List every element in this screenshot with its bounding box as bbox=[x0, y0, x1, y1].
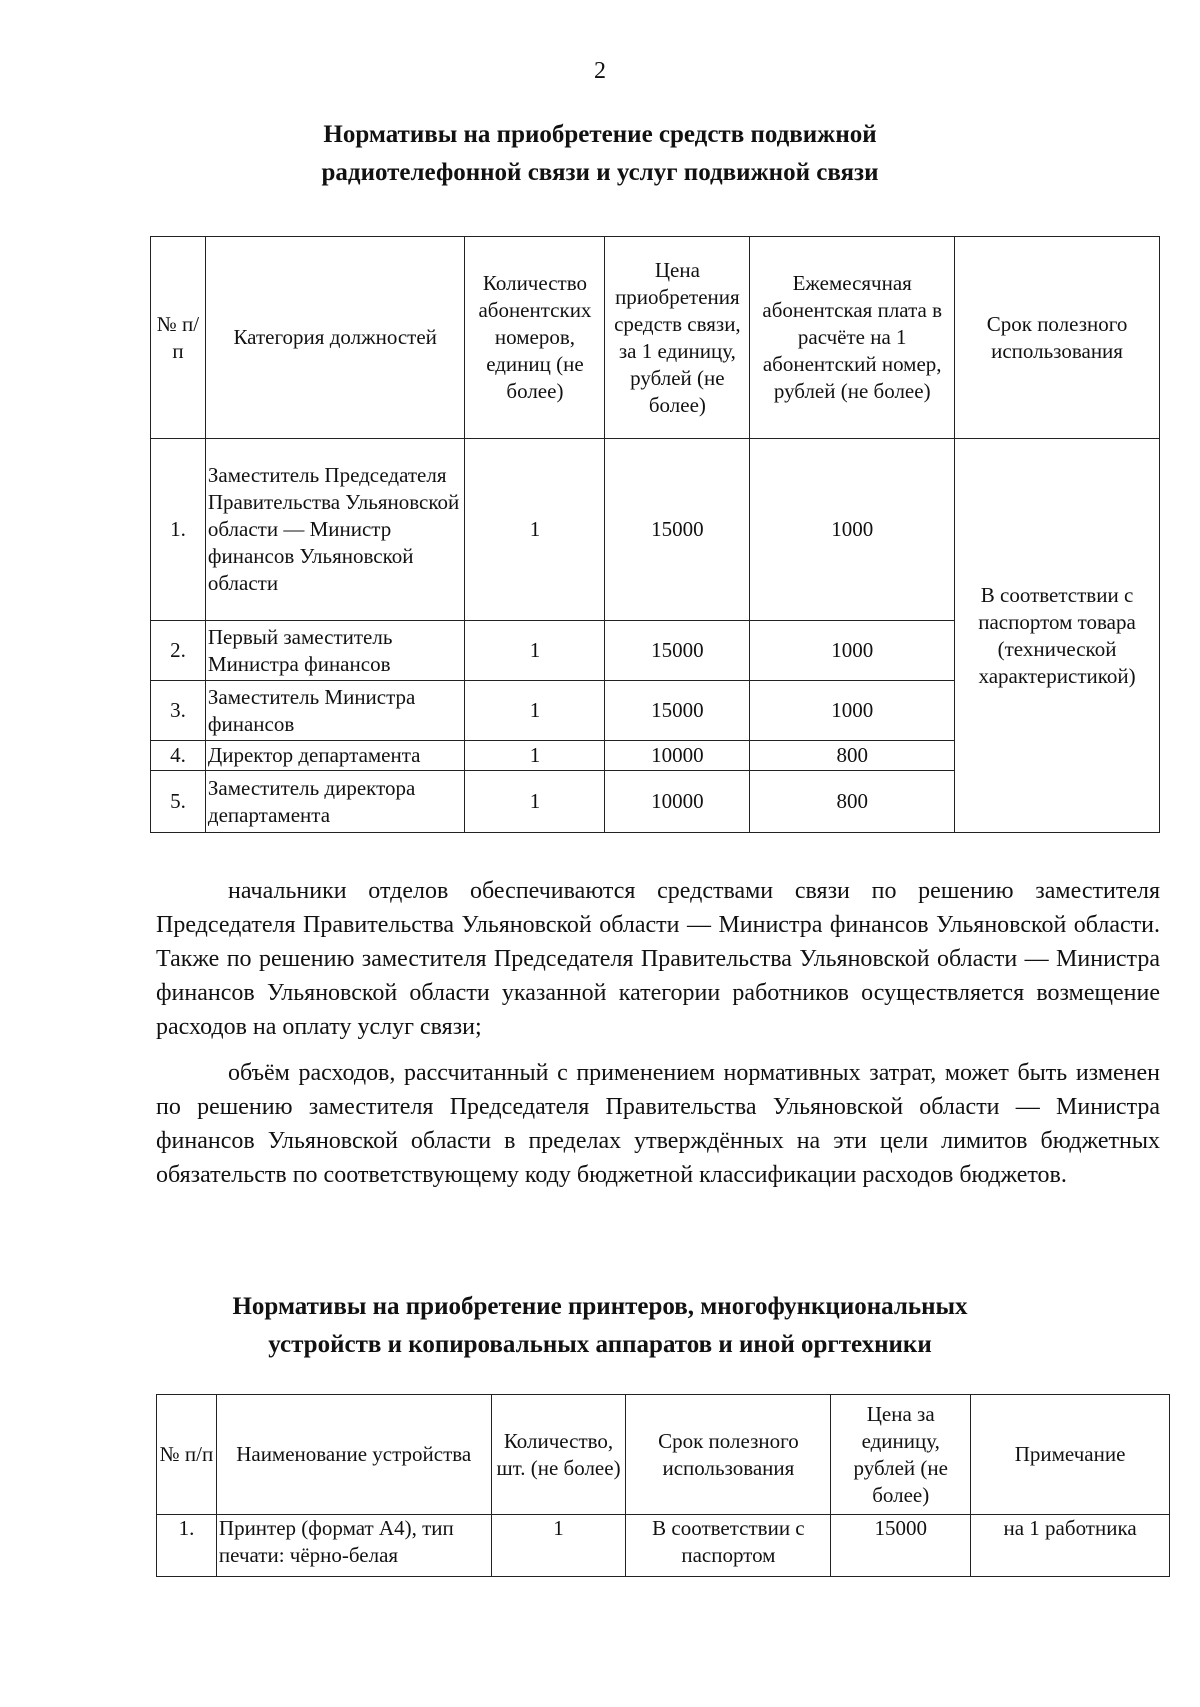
table-header-row bbox=[157, 1395, 1170, 1515]
cell-price: 15000 bbox=[605, 621, 750, 681]
cell-category: Директор департамента bbox=[205, 741, 465, 771]
cell-num: 5. bbox=[151, 771, 206, 833]
paragraph: начальники отделов обеспечиваются средствами связи по решению заместителя Председателя Правительства Ульяновской области — Министра финансов Ульяновской области. Также по решению заместителя Председателя Правительства Ульяновской области — Министра финансов Ульяновской области указанной категории работников осуществляется возмещение расходов на оплату услуг связи; bbox=[156, 878, 1160, 1040]
cell-count: 1 bbox=[465, 741, 605, 771]
table-header-row bbox=[151, 237, 1160, 439]
cell-monthly: 1000 bbox=[750, 681, 955, 741]
section2-title-line2: устройств и копировальных аппаратов и иной оргтехники bbox=[268, 1331, 932, 1358]
cell-price: 10000 bbox=[605, 741, 750, 771]
section2-title-line1: Нормативы на приобретение принтеров, многофункциональных bbox=[232, 1293, 968, 1320]
cell-num: 2. bbox=[151, 621, 206, 681]
header-category: Категория должностей bbox=[205, 237, 465, 439]
cell-monthly: 1000 bbox=[750, 439, 955, 621]
cell-count: 1 bbox=[465, 771, 605, 833]
cell-count: 1 bbox=[465, 439, 605, 621]
cell-num: 1. bbox=[157, 1515, 217, 1577]
header-num: № п/п bbox=[151, 237, 206, 439]
cell-term: В соответствии с паспортом bbox=[626, 1515, 831, 1577]
section1-title bbox=[0, 116, 1200, 192]
cell-num: 4. bbox=[151, 741, 206, 771]
cell-device: Принтер (формат А4), тип печати: чёрно-белая bbox=[216, 1515, 491, 1577]
header-count: Количество абонентских номеров, единиц (не более) bbox=[465, 237, 605, 439]
office-equipment-table bbox=[156, 1394, 1170, 1577]
cell-monthly: 800 bbox=[750, 741, 955, 771]
header-monthly: Ежемесячная абонентская плата в расчёте на 1 абонентский номер, рублей (не более) bbox=[750, 237, 955, 439]
paragraph: объём расходов, рассчитанный с применением нормативных затрат, может быть изменен по решению заместителя Председателя Правительства Ульяновской области — Министра финансов Ульяновской области в пределах утверждённых на эти цели лимитов бюджетных обязательств по соответствующему коду бюджетной классификации расходов бюджетов. bbox=[156, 1060, 1160, 1188]
header-price: Цена за единицу, рублей (не более) bbox=[831, 1395, 971, 1515]
cell-monthly: 800 bbox=[750, 771, 955, 833]
body-text bbox=[156, 874, 1160, 1192]
cell-num: 1. bbox=[151, 439, 206, 621]
cell-count: 1 bbox=[491, 1515, 626, 1577]
section1-title-line1: Нормативы на приобретение средств подвижной bbox=[323, 121, 877, 148]
header-price: Цена приобретения средств связи, за 1 единицу, рублей (не более) bbox=[605, 237, 750, 439]
header-term: Срок полезного использования bbox=[955, 237, 1160, 439]
cell-price: 10000 bbox=[605, 771, 750, 833]
cell-count: 1 bbox=[465, 621, 605, 681]
cell-num: 3. bbox=[151, 681, 206, 741]
table-row bbox=[157, 1515, 1170, 1577]
page-number: 2 bbox=[594, 58, 606, 84]
cell-category: Заместитель Министра финансов bbox=[205, 681, 465, 741]
cell-term: В соответствии с паспортом товара (технической характеристикой) bbox=[955, 439, 1160, 833]
cell-price: 15000 bbox=[605, 439, 750, 621]
cell-price: 15000 bbox=[605, 681, 750, 741]
cell-monthly: 1000 bbox=[750, 621, 955, 681]
cell-note: на 1 работника bbox=[971, 1515, 1170, 1577]
section2-title bbox=[0, 1288, 1200, 1364]
mobile-communication-table bbox=[150, 236, 1160, 833]
table-row bbox=[151, 439, 1160, 621]
cell-count: 1 bbox=[465, 681, 605, 741]
cell-category: Заместитель директора департамента bbox=[205, 771, 465, 833]
header-device: Наименование устройства bbox=[216, 1395, 491, 1515]
cell-price: 15000 bbox=[831, 1515, 971, 1577]
header-num: № п/п bbox=[157, 1395, 217, 1515]
cell-category: Заместитель Председателя Правительства Ульяновской области — Министр финансов Ульяновской области bbox=[205, 439, 465, 621]
header-count: Количество, шт. (не более) bbox=[491, 1395, 626, 1515]
header-term: Срок полезного использования bbox=[626, 1395, 831, 1515]
header-note: Примечание bbox=[971, 1395, 1170, 1515]
section1-title-line2: радиотелефонной связи и услуг подвижной связи bbox=[321, 159, 879, 186]
cell-category: Первый заместитель Министра финансов bbox=[205, 621, 465, 681]
